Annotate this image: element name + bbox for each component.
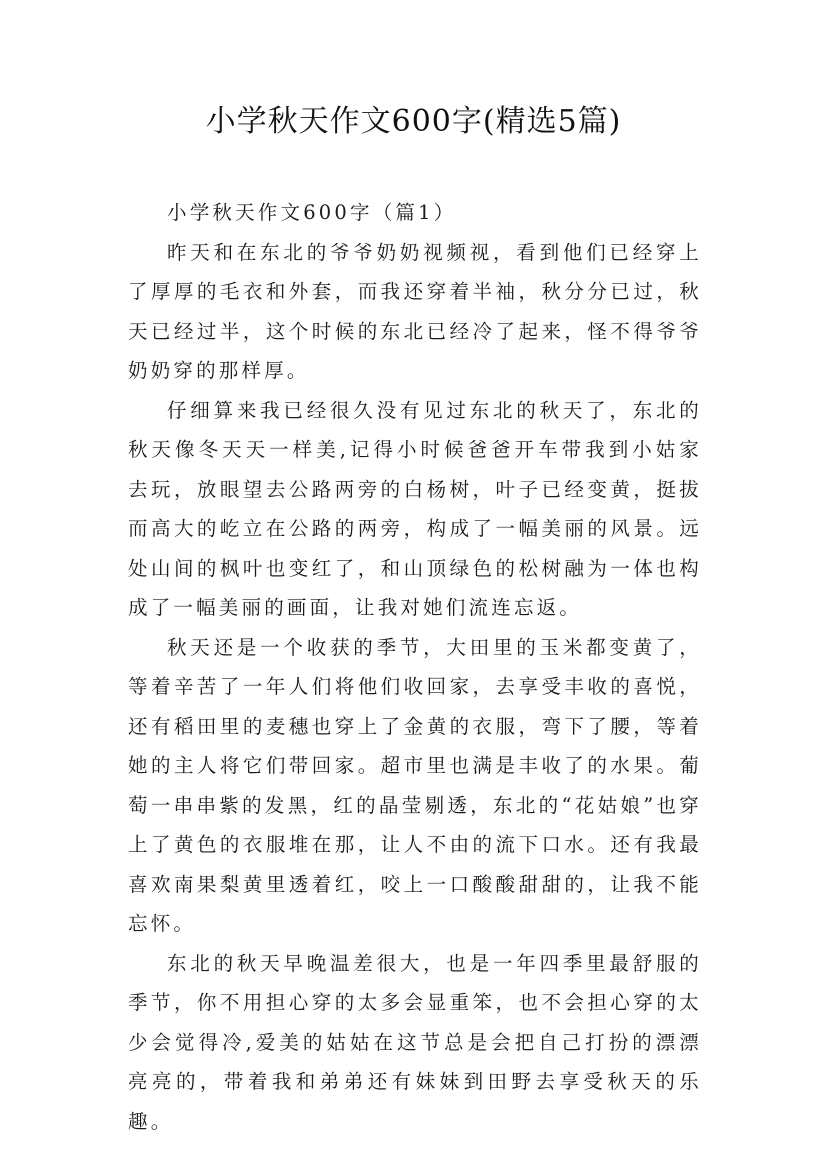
document-title: 小学秋天作文600字(精选5篇) [205,104,622,139]
paragraph-4: 东北的秋天早晚温差很大，也是一年四季里最舒服的季节，你不用担心穿的太多会显重笨，也不会担心穿的太少会觉得冷,爱美的姑姑在这节总是会把自己打扮的漂漂亮亮的，带着我和弟弟还有妹妹到田野去享受秋天的乐趣。 [128,951,702,1133]
paragraph-1: 昨天和在东北的爷爷奶奶视频视，看到他们已经穿上了厚厚的毛衣和外套，而我还穿着半袖，秋分分已过，秋天已经过半，这个时候的东北已经冷了起来，怪不得爷爷奶奶穿的那样厚。 [128,240,702,382]
paragraph-3: 秋天还是一个收获的季节，大田里的玉米都变黄了，等着辛苦了一年人们将他们收回家，去享受丰收的喜悦，还有稻田里的麦穗也穿上了金黄的衣服，弯下了腰，等着她的主人将它们带回家。超市里也满是丰收了的水果。葡萄一串串紫的发黑，红的晶莹剔透，东北的“花姑娘”也穿上了黄色的衣服堆在那，让人不由的流下口水。还有我最喜欢南果梨黄里透着红，咬上一口酸酸甜甜的，让我不能忘怀。 [128,635,702,935]
section-heading: 小学秋天作文600字（篇1） [167,201,457,224]
paragraph-2: 仔细算来我已经很久没有见过东北的秋天了，东北的秋天像冬天天一样美,记得小时候爸爸开车带我到小姑家去玩，放眼望去公路两旁的白杨树，叶子已经变黄，挺拔而高大的屹立在公路的两旁，构成了一幅美丽的风景。远处山间的枫叶也变红了，和山顶绿色的松树融为一体也构成了一幅美丽的画面，让我对她们流连忘返。 [128,398,702,619]
document-body [128,193,702,1141]
